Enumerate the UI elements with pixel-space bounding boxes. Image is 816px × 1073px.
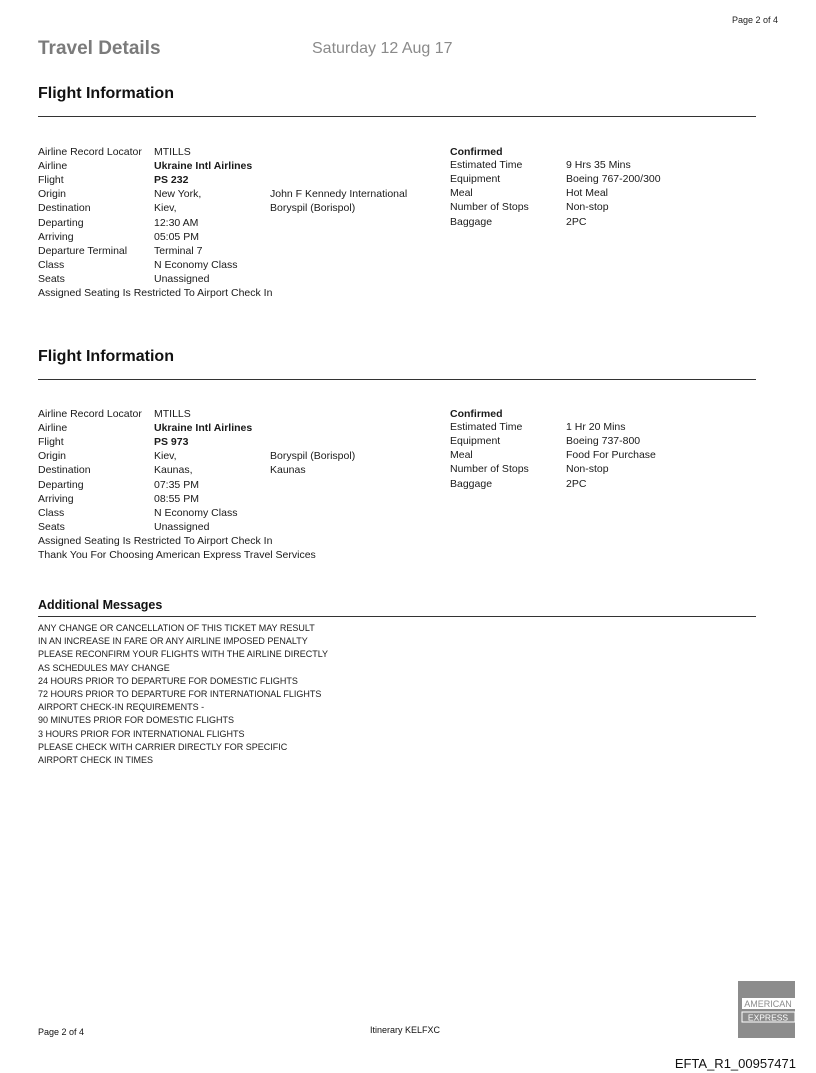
summary-value: 1 Hr 20 Mins xyxy=(566,421,626,434)
message-line: 24 HOURS PRIOR TO DEPARTURE FOR DOMESTIC FLIGHTS xyxy=(38,675,298,686)
detail-label: Seats xyxy=(38,272,65,285)
section-divider xyxy=(38,116,756,117)
flight-detail-row xyxy=(38,159,438,173)
flight-detail-row xyxy=(38,506,438,520)
detail-label: Flight xyxy=(38,436,64,449)
section-divider xyxy=(38,616,756,617)
flight-detail-row xyxy=(38,258,438,272)
summary-value: 2PC xyxy=(566,477,587,490)
summary-value: Boeing 737-800 xyxy=(566,435,641,448)
message-line: IN AN INCREASE IN FARE OR ANY AIRLINE IMPOSED PENALTY xyxy=(38,636,308,647)
detail-value: New York, xyxy=(154,188,202,201)
booking-status: Confirmed xyxy=(450,408,503,420)
flight-details-2 xyxy=(38,407,438,572)
airport-name: Kaunas xyxy=(270,464,306,477)
flight-note: Thank You For Choosing American Express Travel Services xyxy=(38,549,316,561)
document-id: EFTA_R1_00957471 xyxy=(674,1056,796,1071)
flight-detail-row xyxy=(38,201,438,215)
message-line: 3 HOURS PRIOR FOR INTERNATIONAL FLIGHTS xyxy=(38,728,245,739)
detail-value: Ukraine Intl Airlines xyxy=(154,160,253,173)
message-line: AS SCHEDULES MAY CHANGE xyxy=(38,662,170,673)
section-divider xyxy=(38,379,756,380)
summary-value: Non-stop xyxy=(566,201,609,214)
summary-value: Hot Meal xyxy=(566,187,609,200)
flight-detail-row xyxy=(38,145,438,159)
detail-label: Airline xyxy=(38,422,68,435)
flight-detail-row xyxy=(38,421,438,435)
detail-value: 07:35 PM xyxy=(154,478,199,491)
summary-label: Number of Stops xyxy=(450,463,529,476)
flight-summary-1 xyxy=(450,145,750,235)
american-express-logo-icon xyxy=(738,981,795,1038)
detail-label: Seats xyxy=(38,520,65,533)
additional-messages-title: Additional Messages xyxy=(38,598,163,612)
detail-value: Unassigned xyxy=(154,520,210,533)
detail-value: PS 973 xyxy=(154,436,189,449)
detail-label: Flight xyxy=(38,174,64,187)
message-line: ANY CHANGE OR CANCELLATION OF THIS TICKET MAY RESULT xyxy=(38,623,315,633)
summary-value: Boeing 767-200/300 xyxy=(566,173,661,186)
message-line: 72 HOURS PRIOR TO DEPARTURE FOR INTERNATIONAL FLIGHTS xyxy=(38,689,322,700)
detail-value: Unassigned xyxy=(154,272,210,285)
message-line: PLEASE RECONFIRM YOUR FLIGHTS WITH THE AIRLINE DIRECTLY xyxy=(38,649,329,660)
summary-value: 9 Hrs 35 Mins xyxy=(566,159,631,172)
flight-detail-row xyxy=(38,520,438,534)
page-indicator-top: Page 2 of 4 xyxy=(731,15,778,25)
flight-summary-row xyxy=(450,477,750,491)
flight-summary-row xyxy=(450,172,750,186)
detail-value: Terminal 7 xyxy=(154,244,203,257)
detail-value: PS 232 xyxy=(154,174,189,187)
page-title: Travel Details xyxy=(38,38,161,59)
flight-section-title-2: Flight Information xyxy=(38,348,174,365)
flight-summary-row xyxy=(450,215,750,229)
detail-label: Departing xyxy=(38,216,84,229)
logo-text-top: AMERICAN xyxy=(744,999,792,1009)
detail-value: Kiev, xyxy=(154,450,177,463)
flight-detail-row xyxy=(38,449,438,463)
flight-detail-row xyxy=(38,230,438,244)
summary-label: Estimated Time xyxy=(450,421,523,434)
detail-value: N Economy Class xyxy=(154,506,238,519)
detail-label: Airline Record Locator xyxy=(38,146,142,158)
flight-summary-row xyxy=(450,158,750,172)
flight-note: Assigned Seating Is Restricted To Airport Check In xyxy=(38,287,273,299)
message-line: 90 MINUTES PRIOR FOR DOMESTIC FLIGHTS xyxy=(38,715,235,726)
detail-label: Origin xyxy=(38,188,67,201)
airport-name: Boryspil (Borispol) xyxy=(270,450,356,463)
message-line: AIRPORT CHECK IN TIMES xyxy=(38,755,154,766)
airport-name: John F Kennedy International xyxy=(270,188,408,201)
message-line: PLEASE CHECK WITH CARRIER DIRECTLY FOR SPECIFIC xyxy=(38,741,288,752)
detail-value: N Economy Class xyxy=(154,258,238,271)
detail-label: Arriving xyxy=(38,492,74,505)
summary-label: Baggage xyxy=(450,215,493,228)
detail-value: 05:05 PM xyxy=(154,230,199,243)
summary-value: Non-stop xyxy=(566,463,609,476)
detail-value: MTILLS xyxy=(154,408,191,420)
booking-status: Confirmed xyxy=(450,146,503,158)
flight-summary-row xyxy=(450,420,750,434)
flight-summary-row xyxy=(450,200,750,214)
summary-label: Baggage xyxy=(450,477,493,490)
flight-detail-row xyxy=(38,463,438,477)
flight-detail-row xyxy=(38,216,438,230)
flight-summary-row xyxy=(450,434,750,448)
detail-label: Arriving xyxy=(38,230,74,243)
flight-detail-row xyxy=(38,173,438,187)
detail-label: Destination xyxy=(38,202,91,215)
detail-value: Ukraine Intl Airlines xyxy=(154,422,253,435)
flight-detail-row xyxy=(38,272,438,286)
flight-summary-row xyxy=(450,462,750,476)
flight-detail-row xyxy=(38,478,438,492)
detail-label: Destination xyxy=(38,464,91,477)
flight-summary-row xyxy=(450,448,750,462)
detail-label: Class xyxy=(38,258,65,271)
summary-label: Equipment xyxy=(450,173,501,186)
airport-name: Boryspil (Borispol) xyxy=(270,202,356,215)
summary-label: Meal xyxy=(450,449,473,462)
page-indicator-bottom: Page 2 of 4 xyxy=(38,1027,85,1037)
summary-value: Food For Purchase xyxy=(566,449,656,462)
flight-section-title-1: Flight Information xyxy=(38,85,174,102)
travel-date: Saturday 12 Aug 17 xyxy=(312,40,453,57)
flight-detail-row xyxy=(38,435,438,449)
additional-messages xyxy=(38,622,328,767)
detail-label: Departing xyxy=(38,478,84,491)
flight-detail-row xyxy=(38,244,438,258)
summary-label: Number of Stops xyxy=(450,201,529,214)
summary-label: Estimated Time xyxy=(450,159,523,172)
detail-label: Class xyxy=(38,506,65,519)
detail-label: Departure Terminal xyxy=(38,244,128,257)
detail-label: Airline Record Locator xyxy=(38,408,142,420)
summary-label: Meal xyxy=(450,187,473,200)
flight-details-1 xyxy=(38,145,438,305)
detail-label: Origin xyxy=(38,450,67,463)
message-line: AIRPORT CHECK-IN REQUIREMENTS - xyxy=(38,702,205,713)
flight-detail-row xyxy=(38,492,438,506)
summary-value: 2PC xyxy=(566,215,587,228)
detail-label: Airline xyxy=(38,160,68,173)
detail-value: 08:55 PM xyxy=(154,492,199,505)
flight-detail-row xyxy=(38,187,438,201)
flight-note: Assigned Seating Is Restricted To Airport Check In xyxy=(38,534,273,547)
logo-text-bottom: EXPRESS xyxy=(747,1012,789,1023)
flight-summary-row xyxy=(450,186,750,200)
summary-label: Equipment xyxy=(450,435,501,448)
flight-summary-2 xyxy=(450,407,750,497)
detail-value: Kaunas, xyxy=(154,464,193,477)
itinerary-number: Itinerary KELFXC xyxy=(370,1025,441,1035)
detail-value: Kiev, xyxy=(154,202,177,215)
detail-value: MTILLS xyxy=(154,146,191,158)
flight-detail-row xyxy=(38,407,438,421)
detail-value: 12:30 AM xyxy=(154,216,199,229)
